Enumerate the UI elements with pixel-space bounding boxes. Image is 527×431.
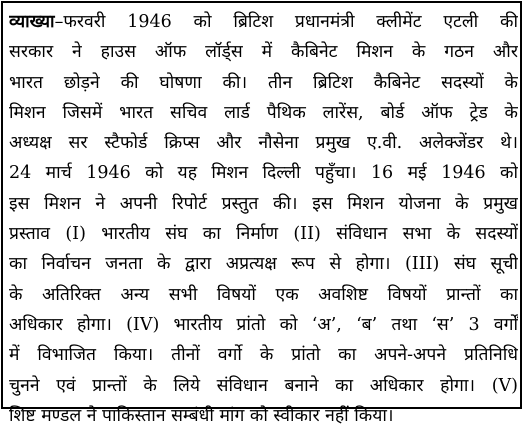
passage-line-0-text: –फरवरी 1946 को ब्रिटिश प्रधानमंत्री क्लीमेंट एटली की	[54, 12, 518, 32]
passage-line: के अतिरिक्त अन्य सभी विषयों एक अवशिष्ट विषयों प्रान्तों का	[9, 284, 518, 305]
passage-line: भारत छोड़ने की घोषणा की। तीन ब्रिटिश कैबिनेट सदस्यों के	[9, 72, 518, 93]
passage-line: सरकार ने हाउस ऑफ लॉर्ड्स में कैबिनेट मिशन के गठन और	[9, 42, 518, 63]
passage-box	[1, 1, 522, 426]
passage-line: चुनने एवं प्रान्तों के लिये संविधान बनाने का अधिकार होगा। (V)	[9, 375, 518, 396]
passage-label: व्याख्या	[9, 12, 55, 32]
passage-line: मिशन जिसमें भारत सचिव लार्ड पैथिक लारेंस, बोर्ड ऑफ ट्रेड के	[9, 102, 518, 123]
passage-line: अधिकार होगा। (IV) भारतीय प्रांतो को ‘अ’, ‘ब’ तथा ‘स’ 3 वर्गों	[9, 314, 518, 335]
passage-line: 24 मार्च 1946 को यह मिशन दिल्ली पहुँचा। 16 मई 1946 को	[9, 163, 518, 184]
passage-line: प्रस्ताव (I) भारतीय संघ का निर्माण (II) संविधान सभा के सदस्यों	[9, 224, 518, 245]
passage-text	[9, 7, 518, 431]
passage-line: अध्यक्ष सर स्टैफोर्ड क्रिप्स और नौसेना प्रमुख ए.वी. अलेक्जेंडर थे।	[9, 133, 518, 154]
passage-line: शिष्ट मण्डल ने पाकिस्तान सम्बंधी मांग को स्वीकार नहीं किया।	[9, 405, 394, 426]
passage-line	[9, 7, 518, 37]
passage-line: में विभाजित किया। तीनों वर्गो के प्रांतो का अपने-अपने प्रतिनिधि	[9, 345, 518, 366]
passage-line: इस मिशन ने अपनी रिपोर्ट प्रस्तुत की। इस मिशन योजना के प्रमुख	[9, 193, 518, 214]
passage-line: का निर्वाचन जनता के द्वारा अप्रत्यक्ष रूप से होगा। (III) संघ सूची	[9, 254, 518, 275]
